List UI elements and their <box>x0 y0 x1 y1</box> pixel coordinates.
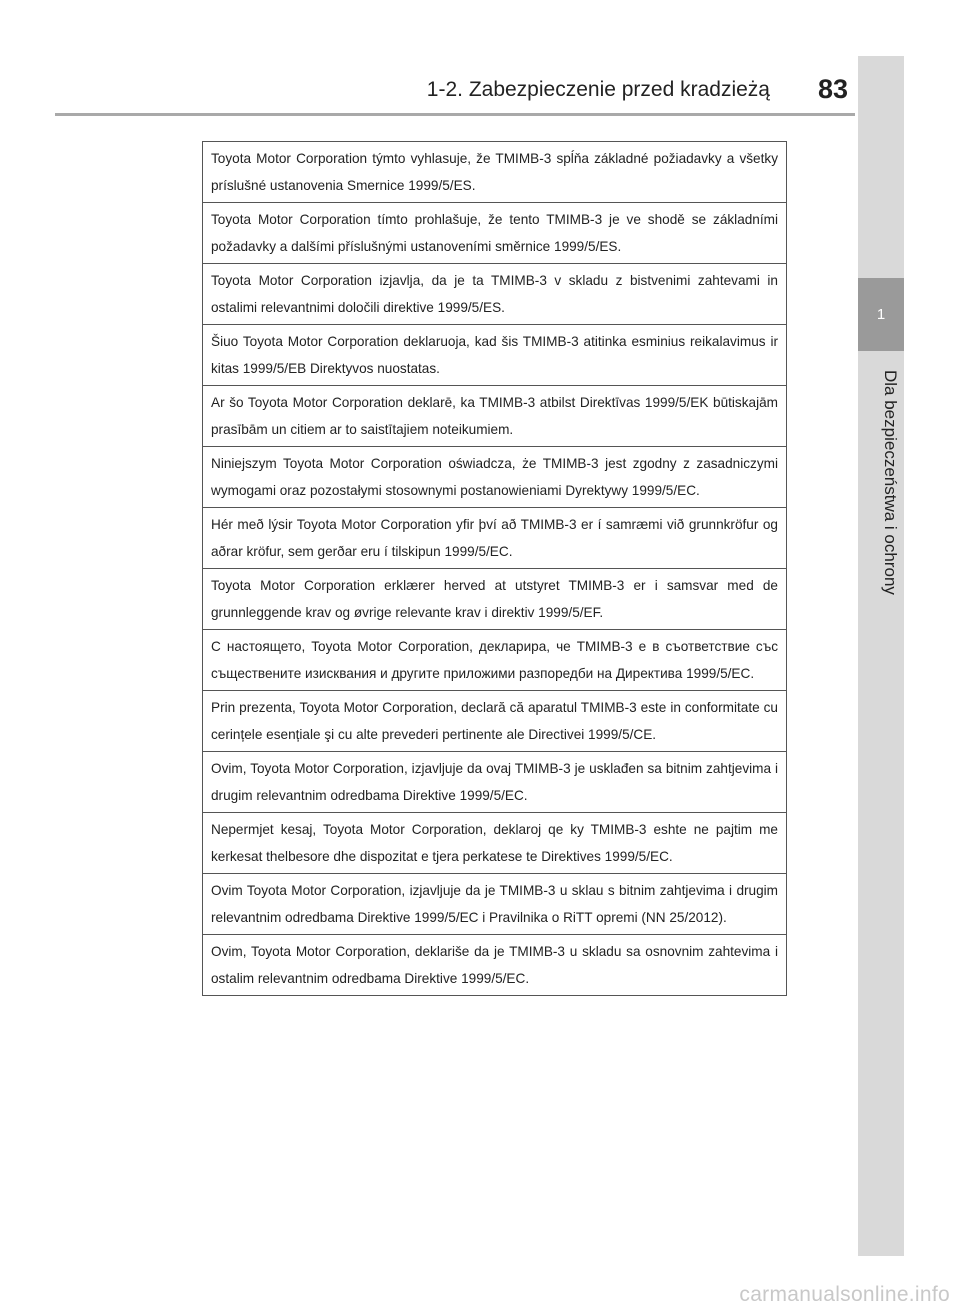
declaration-lithuanian: Šiuo Toyota Motor Corporation deklaruoja, kad šis TMIMB-3 atitinka esminius reikalavimus ir kitas 1999/5/EB Direktyvos nuostatas. <box>203 325 787 386</box>
header-title: 1-2. Zabezpieczenie przed kradzieżą <box>426 78 770 101</box>
declaration-norwegian: Toyota Motor Corporation erklærer herved at utstyret TMIMB-3 er i samsvar med de grunnleggende krav og øvrige relevante krav i direktiv 1999/5/EF. <box>203 569 787 630</box>
watermark: carmanualsonline.info <box>739 1283 950 1306</box>
table-row <box>203 264 787 325</box>
chapter-tab-number: 1 <box>876 306 886 323</box>
declaration-polish: Niniejszym Toyota Motor Corporation oświadcza, że TMIMB-3 jest zgodny z zasadniczymi wymogami oraz pozostałymi stosownymi postanowieniami Dyrektywy 1999/5/EC. <box>203 447 787 508</box>
table-row <box>203 935 787 996</box>
declaration-slovak: Toyota Motor Corporation týmto vyhlasuje, že TMIMB-3 spĺňa základné požiadavky a všetky príslušné ustanovenia Smernice 1999/5/ES. <box>203 142 787 203</box>
chapter-sidebar <box>858 56 904 1256</box>
declaration-latvian: Ar šo Toyota Motor Corporation deklarē, ka TMIMB-3 atbilst Direktīvas 1999/5/EK būtiskajām prasībām un citiem ar to saistītajiem noteikumiem. <box>203 386 787 447</box>
header-divider <box>55 113 855 116</box>
declaration-croatian: Ovim Toyota Motor Corporation, izjavljuje da je TMIMB-3 u sklau s bitnim zahtjevima i drugim relevantnim odredbama Direktive 1999/5/EC i Pravilnika o RiTT opremi (NN 25/2012). <box>203 874 787 935</box>
declaration-bulgarian: С настоящето, Toyota Motor Corporation, декларира, че TMIMB-3 е в съответствие със съществените изисквания и другите приложими разпоредби на Директива 1999/5/ЕС. <box>203 630 787 691</box>
table-row <box>203 630 787 691</box>
table-row <box>203 569 787 630</box>
table-row <box>203 386 787 447</box>
table-row <box>203 874 787 935</box>
table-row <box>203 325 787 386</box>
table-row <box>203 447 787 508</box>
declaration-romanian: Prin prezenta, Toyota Motor Corporation, declară că aparatul TMIMB-3 este in conformitate cu cerințele esențiale şi cu alte prevederi pertinente ale Directivei 1999/5/CE. <box>203 691 787 752</box>
declaration-slovenian: Toyota Motor Corporation izjavlja, da je ta TMIMB-3 v skladu z bistvenimi zahtevami in ostalimi relevantnimi določili direktive 1999/5/ES. <box>203 264 787 325</box>
table-row <box>203 142 787 203</box>
table-row <box>203 691 787 752</box>
declaration-bosnian: Ovim, Toyota Motor Corporation, izjavljuje da ovaj TMIMB-3 je usklađen sa bitnim zahtjevima i drugim relevantnim odredbama Direktive 1999/5/EC. <box>203 752 787 813</box>
chapter-tab[interactable] <box>858 278 904 351</box>
declaration-serbian: Ovim, Toyota Motor Corporation, deklariše da je TMIMB-3 u skladu sa osnovnim zahtevima i ostalim relevantnim odredbama Direktive 1999/5/EC. <box>203 935 787 996</box>
table-row <box>203 203 787 264</box>
chapter-section-label: Dla bezpieczeństwa i ochrony <box>881 370 900 595</box>
table-row <box>203 752 787 813</box>
declaration-table <box>202 141 787 996</box>
declaration-icelandic: Hér með lýsir Toyota Motor Corporation yfir því að TMIMB-3 er í samræmi við grunnkröfur og aðrar kröfur, sem gerðar eru í tilskipun 1999/5/EC. <box>203 508 787 569</box>
table-row <box>203 813 787 874</box>
declaration-czech: Toyota Motor Corporation tímto prohlašuje, že tento TMIMB-3 je ve shodě se základními požadavky a dalšími příslušnými ustanoveními směrnice 1999/5/ES. <box>203 203 787 264</box>
declaration-albanian: Nepermjet kesaj, Toyota Motor Corporation, deklaroj qe ky TMIMB-3 eshte ne pajtim me kerkesat thelbesore dhe dispozitat e tjera perkatese te Direktives 1999/5/EC. <box>203 813 787 874</box>
table-row <box>203 508 787 569</box>
page-number: 83 <box>817 74 848 104</box>
